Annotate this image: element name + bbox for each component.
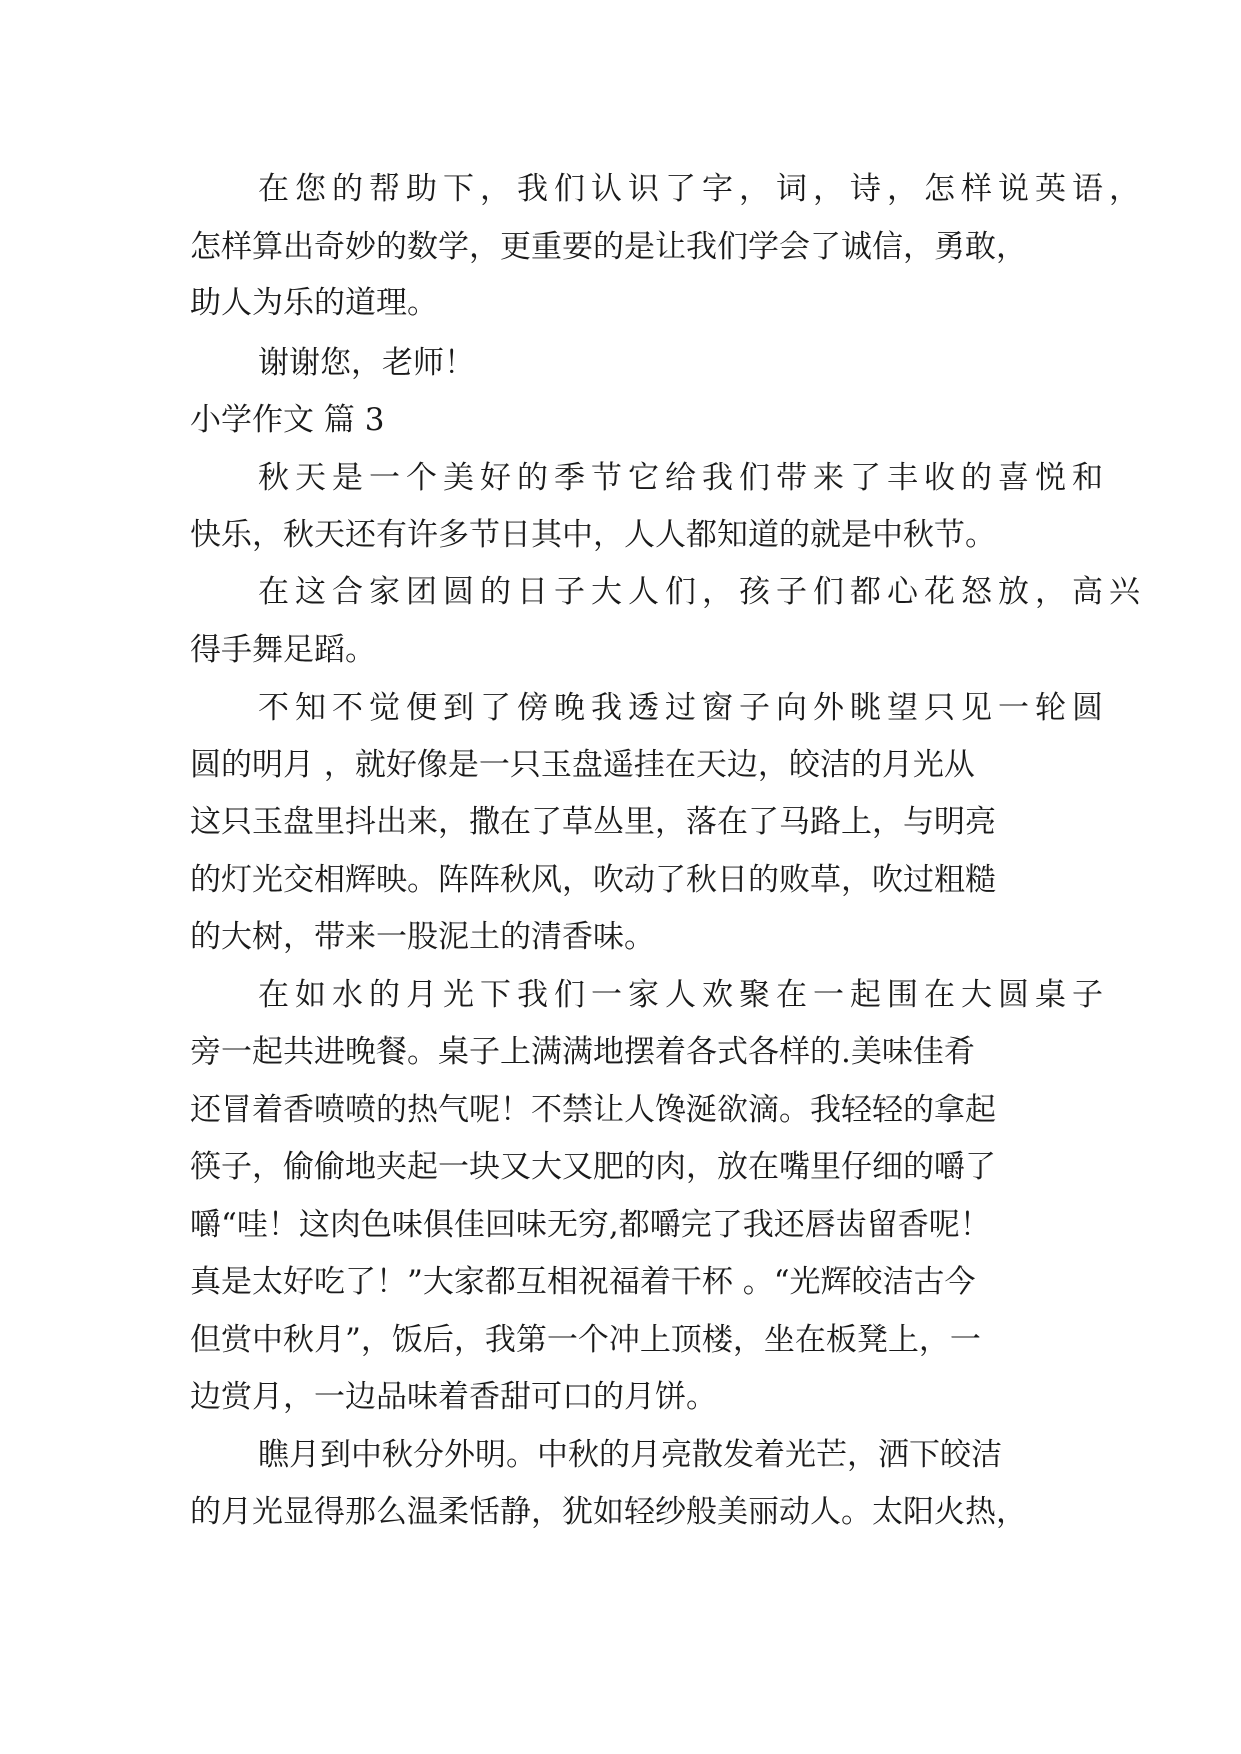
paragraph-line: 这只玉盘里抖出来，撒在了草丛里，落在了马路上，与明亮 [190,804,996,840]
paragraph-line: 的大树，带来一股泥土的清香味。 [190,919,655,955]
paragraph-line: 在您的帮助下，我们认识了字，词，诗，怎样说英语， [258,171,1146,207]
paragraph-line: 真是太好吃了！”大家都互相祝福着干杯 。“光辉皎洁古今 [190,1264,976,1300]
paragraph-line: 怎样算出奇妙的数学，更重要的是让我们学会了诚信，勇敢， [190,229,1027,265]
paragraph-line: 的灯光交相辉映。阵阵秋风，吹动了秋日的败草，吹过粗糙 [190,862,996,898]
paragraph-line: 边赏月，一边品味着香甜可口的月饼。 [190,1379,717,1415]
paragraph-line: 旁一起共进晚餐。桌子上满满地摆着各式各样的.美味佳肴 [190,1034,975,1070]
section-heading: 小学作文 篇 3 [190,402,385,438]
paragraph-line: 筷子，偷偷地夹起一块又大又肥的肉，放在嘴里仔细的嚼了 [190,1149,996,1185]
paragraph-line: 的月光显得那么温柔恬静，犹如轻纱般美丽动人。太阳火热， [190,1494,1027,1530]
paragraph-line: 圆的明月 ，就好像是一只玉盘遥挂在天边，皎洁的月光从 [190,747,975,783]
paragraph-line: 不知不觉便到了傍晚我透过窗子向外眺望只见一轮圆 [258,690,1109,726]
paragraph-line: 谢谢您，老师！ [258,345,475,381]
paragraph-line: 还冒着香喷喷的热气呢！不禁让人馋涎欲滴。我轻轻的拿起 [190,1092,996,1128]
paragraph-line: 在如水的月光下我们一家人欢聚在一起围在大圆桌子 [258,977,1109,1013]
paragraph-line: 快乐，秋天还有许多节日其中，人人都知道的就是中秋节。 [190,517,996,553]
paragraph-line: 助人为乐的道理。 [190,285,438,321]
paragraph-line: 嚼“哇！这肉色味俱佳回味无穷,都嚼完了我还唇齿留香呢！ [190,1207,991,1243]
paragraph-line: 在这合家团圆的日子大人们，孩子们都心花怒放，高兴 [258,574,1146,610]
paragraph-line: 瞧月到中秋分外明。中秋的月亮散发着光芒，洒下皎洁 [258,1437,1002,1473]
paragraph-line: 秋天是一个美好的季节它给我们带来了丰收的喜悦和 [258,460,1109,496]
paragraph-line: 但赏中秋月”，饭后，我第一个冲上顶楼，坐在板凳上，一 [190,1322,981,1358]
paragraph-line: 得手舞足蹈。 [190,632,376,668]
